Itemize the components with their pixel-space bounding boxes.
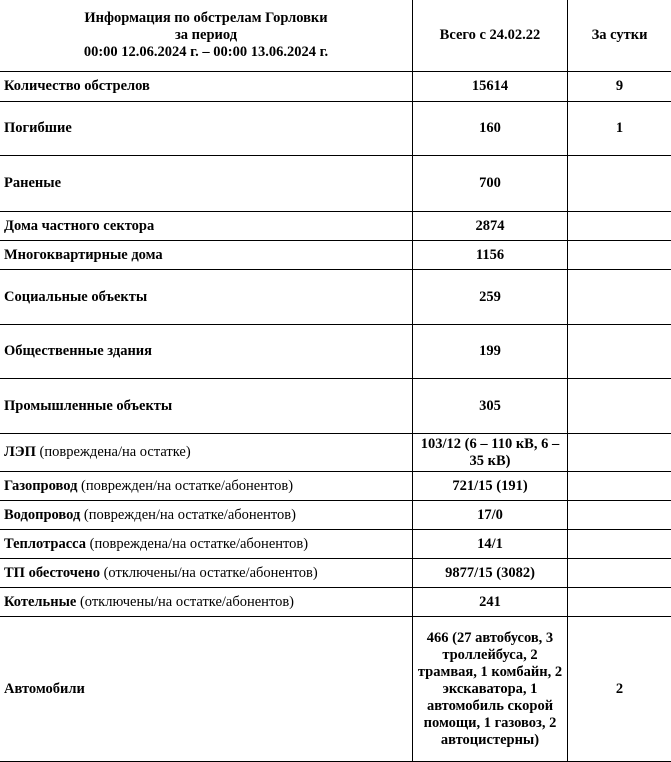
row-total: 466 (27 автобусов, 3 троллейбуса, 2 трамвая, 1 комбайн, 2 экскаватора, 1 автомобиль скорой помощи, 1 газовоз, 2 автоцистерны) [413,617,568,762]
row-total: 160 [413,102,568,156]
row-label: Количество обстрелов [4,78,150,94]
period-header-cell [0,0,413,72]
row-total: 9877/15 (3082) [413,559,568,588]
row-label-cell [0,588,413,617]
table-row [0,617,671,762]
table-row [0,559,671,588]
row-total: 305 [413,379,568,434]
header-row [0,0,671,72]
table-row [0,530,671,559]
row-label-cell [0,559,413,588]
row-day [568,241,671,270]
table-row [0,72,671,102]
row-total: 14/1 [413,530,568,559]
row-day [568,212,671,241]
row-label-cell [0,270,413,325]
row-day [568,501,671,530]
row-label: Общественные здания [4,343,152,359]
row-total: 721/15 (191) [413,472,568,501]
row-day: 1 [568,102,671,156]
table-row [0,325,671,379]
row-label: Раненые [4,175,61,191]
row-label: Промышленные объекты [4,398,172,414]
table-row [0,212,671,241]
row-label: Автомобили [4,681,85,697]
header-title-line-1: Информация по обстрелам Горловки [4,10,408,27]
row-day [568,379,671,434]
row-total: 199 [413,325,568,379]
row-day: 9 [568,72,671,102]
row-total: 259 [413,270,568,325]
table-row [0,588,671,617]
row-day [568,559,671,588]
row-label-cell [0,325,413,379]
table-row [0,102,671,156]
table-row [0,434,671,472]
row-day [568,588,671,617]
row-note: (повреждена/на остатке) [36,444,191,460]
row-label-cell [0,530,413,559]
header-title-line-2: за период [4,27,408,44]
row-label: Многоквартирные дома [4,247,163,263]
row-label: Социальные объекты [4,289,147,305]
table-row [0,379,671,434]
row-label-cell [0,241,413,270]
row-label-cell [0,102,413,156]
row-day: 2 [568,617,671,762]
row-total: 1156 [413,241,568,270]
row-label-cell [0,617,413,762]
row-day [568,472,671,501]
table-row [0,270,671,325]
total-column-header: Всего с 24.02.22 [413,0,568,72]
row-label-cell [0,72,413,102]
table-row [0,156,671,212]
row-label: Газопровод [4,478,77,494]
row-total: 241 [413,588,568,617]
day-column-header: За сутки [568,0,671,72]
row-note: (отключены/на остатке/абонентов) [100,565,318,581]
row-label: Котельные [4,594,76,610]
row-day [568,156,671,212]
row-label: ЛЭП [4,444,36,460]
row-note: (отключены/на остатке/абонентов) [76,594,294,610]
row-label: ТП обесточено [4,565,100,581]
row-note: (повреждена/на остатке/абонентов) [86,536,308,552]
table-row [0,472,671,501]
row-note: (поврежден/на остатке/абонентов) [80,507,296,523]
row-total: 2874 [413,212,568,241]
row-total: 15614 [413,72,568,102]
row-note: (поврежден/на остатке/абонентов) [77,478,293,494]
table-row [0,241,671,270]
row-label: Дома частного сектора [4,218,154,234]
row-label-cell [0,212,413,241]
row-total: 17/0 [413,501,568,530]
row-day [568,325,671,379]
row-day [568,530,671,559]
row-total: 103/12 (6 – 110 кВ, 6 – 35 кВ) [413,434,568,472]
table-row [0,501,671,530]
row-label-cell [0,472,413,501]
row-label-cell [0,379,413,434]
row-label: Водопровод [4,507,80,523]
row-day [568,270,671,325]
row-label-cell [0,501,413,530]
row-label-cell [0,434,413,472]
row-label: Теплотрасса [4,536,86,552]
header-title-line-3: 00:00 12.06.2024 г. – 00:00 13.06.2024 г. [4,44,408,61]
row-total: 700 [413,156,568,212]
row-label-cell [0,156,413,212]
row-label: Погибшие [4,120,72,136]
row-day [568,434,671,472]
